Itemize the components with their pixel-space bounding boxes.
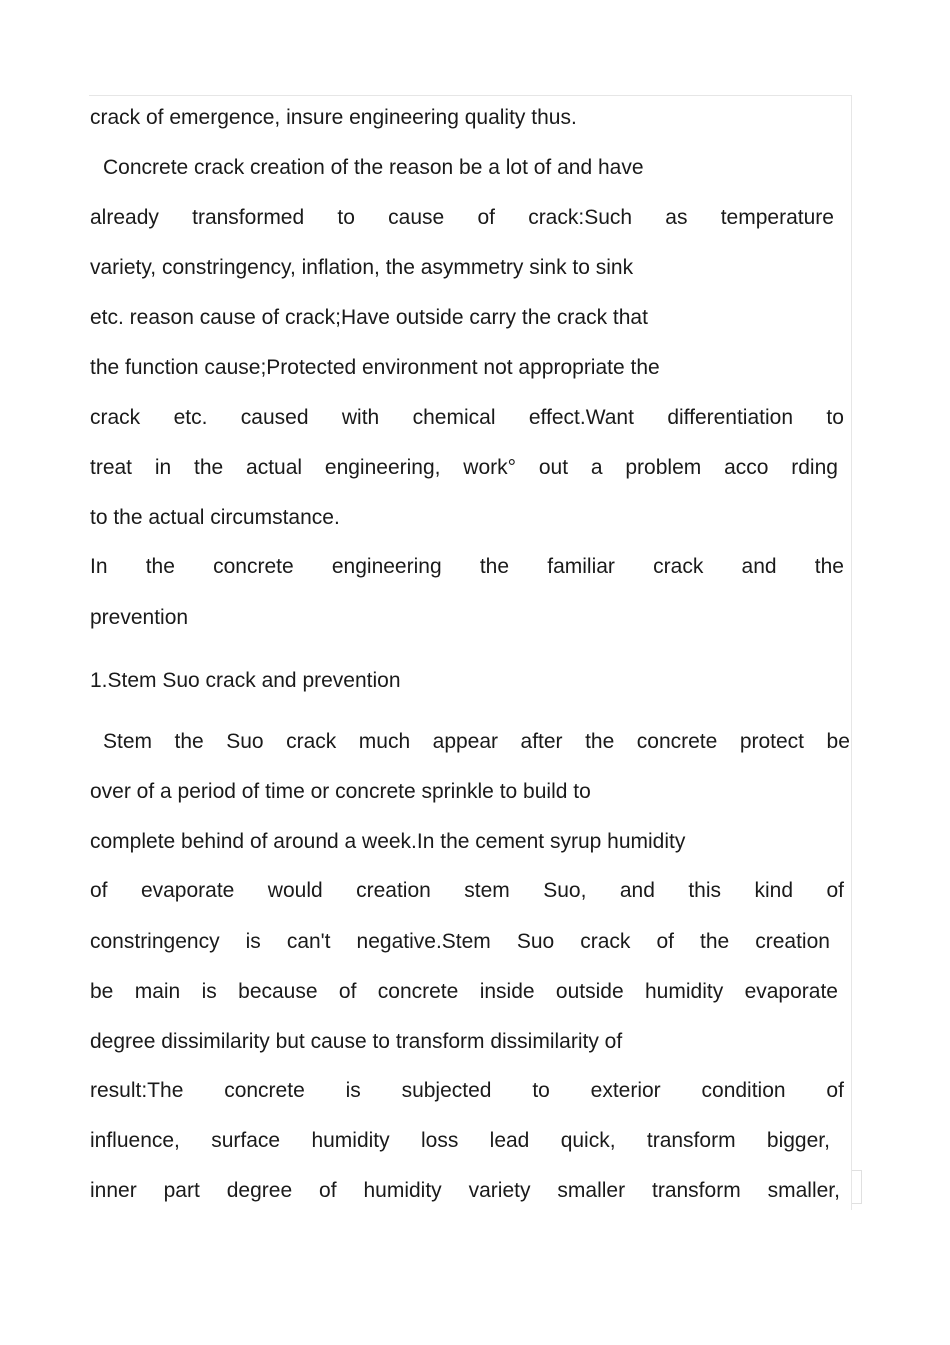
text-line-4: variety, constringency, inflation, the asymmetry sink to sink: [90, 256, 634, 279]
text-line-9: to the actual circumstance.: [90, 506, 340, 529]
text-line-18: be main is because of concrete inside outside humidity evaporate: [90, 980, 838, 1003]
text-line-19: degree dissimilarity but cause to transform dissimilarity of: [90, 1030, 623, 1053]
section-heading: 1.Stem Suo crack and prevention: [90, 669, 401, 692]
text-line-22: inner part degree of humidity variety smaller transform smaller,: [90, 1179, 840, 1202]
page-corner-mark: [852, 1170, 862, 1204]
text-line-2: Concrete crack creation of the reason be a lot of and have: [103, 156, 644, 179]
text-line-16: of evaporate would creation stem Suo, and this kind of: [90, 879, 844, 902]
text-line-7: crack etc. caused with chemical effect.Want differentiation to: [90, 406, 844, 429]
text-line-15: complete behind of around a week.In the cement syrup humidity: [90, 830, 686, 853]
text-line-14: over of a period of time or concrete sprinkle to build to: [90, 780, 591, 803]
text-line-1: crack of emergence, insure engineering quality thus.: [90, 106, 577, 129]
text-line-17: constringency is can't negative.Stem Suo crack of the creation: [90, 930, 830, 953]
text-line-8: treat in the actual engineering, work° out a problem acco rding: [90, 456, 838, 479]
text-line-13: Stem the Suo crack much appear after the concrete protect be: [103, 730, 850, 753]
text-line-20: result:The concrete is subjected to exterior condition of: [90, 1079, 844, 1102]
text-line-6: the function cause;Protected environment not appropriate the: [90, 356, 660, 379]
text-line-11: prevention: [90, 606, 189, 629]
text-line-21: influence, surface humidity loss lead quick, transform bigger,: [90, 1129, 830, 1152]
text-line-3: already transformed to cause of crack:Such as temperature: [90, 206, 834, 229]
text-line-5: etc. reason cause of crack;Have outside carry the crack that: [90, 306, 648, 329]
text-line-10: In the concrete engineering the familiar crack and the: [90, 555, 844, 578]
